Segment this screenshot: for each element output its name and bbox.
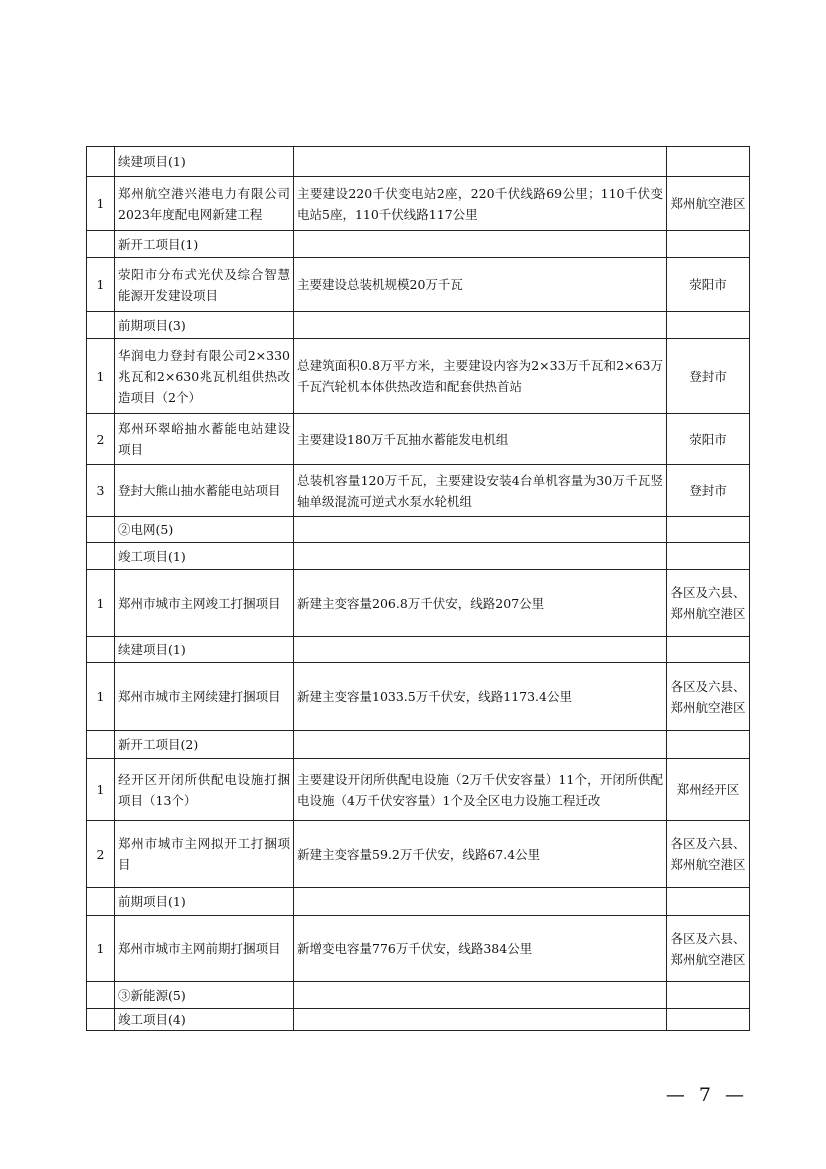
project-name: 新开工项目(2)	[115, 731, 294, 759]
section-row	[87, 982, 750, 1009]
project-name: 郑州市城市主网拟开工打捆项目	[115, 821, 294, 888]
project-location	[667, 1009, 750, 1031]
project-location: 郑州经开区	[667, 759, 750, 821]
project-location: 郑州航空港区	[667, 177, 750, 231]
section-row	[87, 231, 750, 258]
project-location	[667, 543, 750, 570]
project-name: 郑州航空港兴港电力有限公司2023年度配电网新建工程	[115, 177, 294, 231]
project-location	[667, 888, 750, 916]
project-location: 登封市	[667, 465, 750, 517]
project-location	[667, 312, 750, 339]
project-description: 新建主变容量59.2万千伏安，线路67.4公里	[294, 821, 667, 888]
page-number: — 7 —	[665, 1084, 748, 1106]
project-location: 各区及六县、郑州航空港区	[667, 916, 750, 982]
project-description: 主要建设总装机规模20万千瓦	[294, 258, 667, 312]
row-number: 1	[87, 916, 115, 982]
row-number: 2	[87, 414, 115, 465]
row-number: 1	[87, 663, 115, 731]
section-row	[87, 517, 750, 543]
project-description	[294, 147, 667, 177]
project-description: 新增变电容量776万千伏安，线路384公里	[294, 916, 667, 982]
row-number: 3	[87, 465, 115, 517]
project-location: 荥阳市	[667, 258, 750, 312]
section-row	[87, 543, 750, 570]
row-number	[87, 731, 115, 759]
project-name: 竣工项目(1)	[115, 543, 294, 570]
project-name: 新开工项目(1)	[115, 231, 294, 258]
row-number	[87, 517, 115, 543]
row-number	[87, 1009, 115, 1031]
project-description: 总装机容量120万千瓦，主要建设安装4台单机容量为30万千瓦竖轴单级混流可逆式水泵水轮机组	[294, 465, 667, 517]
row-number	[87, 312, 115, 339]
row-number	[87, 231, 115, 258]
project-name: 郑州市城市主网前期打捆项目	[115, 916, 294, 982]
project-name: 郑州市城市主网续建打捆项目	[115, 663, 294, 731]
table-row	[87, 414, 750, 465]
table-row	[87, 916, 750, 982]
project-description	[294, 637, 667, 663]
project-description	[294, 543, 667, 570]
row-number: 1	[87, 258, 115, 312]
project-description	[294, 231, 667, 258]
table-row	[87, 570, 750, 637]
section-row	[87, 637, 750, 663]
project-name: ②电网(5)	[115, 517, 294, 543]
project-description: 主要建设开闭所供配电设施（2万千伏安容量）11个，开闭所供配电设施（4万千伏安容量）1个及全区电力设施工程迁改	[294, 759, 667, 821]
project-table	[86, 146, 750, 1031]
project-name: ③新能源(5)	[115, 982, 294, 1009]
row-number: 2	[87, 821, 115, 888]
project-name: 荥阳市分布式光伏及综合智慧能源开发建设项目	[115, 258, 294, 312]
table-row	[87, 759, 750, 821]
section-row	[87, 147, 750, 177]
row-number: 1	[87, 570, 115, 637]
project-description: 主要建设220千伏变电站2座，220千伏线路69公里；110千伏变电站5座，110千伏线路117公里	[294, 177, 667, 231]
project-description	[294, 1009, 667, 1031]
project-name: 华润电力登封有限公司2×330兆瓦和2×630兆瓦机组供热改造项目（2个）	[115, 339, 294, 414]
project-description: 新建主变容量206.8万千伏安，线路207公里	[294, 570, 667, 637]
project-location: 各区及六县、郑州航空港区	[667, 821, 750, 888]
project-name: 竣工项目(4)	[115, 1009, 294, 1031]
project-location: 各区及六县、郑州航空港区	[667, 570, 750, 637]
table-row	[87, 258, 750, 312]
project-description	[294, 982, 667, 1009]
project-name: 郑州市城市主网竣工打捆项目	[115, 570, 294, 637]
project-location	[667, 147, 750, 177]
table-row	[87, 465, 750, 517]
row-number	[87, 543, 115, 570]
project-description: 新建主变容量1033.5万千伏安，线路1173.4公里	[294, 663, 667, 731]
row-number	[87, 637, 115, 663]
project-name: 登封大熊山抽水蓄能电站项目	[115, 465, 294, 517]
project-name: 前期项目(1)	[115, 888, 294, 916]
row-number: 1	[87, 339, 115, 414]
project-name: 续建项目(1)	[115, 147, 294, 177]
project-description	[294, 888, 667, 916]
row-number	[87, 982, 115, 1009]
project-description: 总建筑面积0.8万平方米，主要建设内容为2×33万千瓦和2×63万千瓦汽轮机本体供热改造和配套供热首站	[294, 339, 667, 414]
section-row	[87, 1009, 750, 1031]
project-location	[667, 731, 750, 759]
row-number: 1	[87, 177, 115, 231]
project-description: 主要建设180万千瓦抽水蓄能发电机组	[294, 414, 667, 465]
project-table-body	[87, 147, 750, 1031]
project-name: 郑州环翠峪抽水蓄能电站建设项目	[115, 414, 294, 465]
table-row	[87, 663, 750, 731]
table-row	[87, 339, 750, 414]
row-number: 1	[87, 759, 115, 821]
project-name: 经开区开闭所供配电设施打捆项目（13个）	[115, 759, 294, 821]
project-name: 续建项目(1)	[115, 637, 294, 663]
section-row	[87, 888, 750, 916]
table-row	[87, 821, 750, 888]
project-location	[667, 231, 750, 258]
project-location: 荥阳市	[667, 414, 750, 465]
project-description	[294, 731, 667, 759]
project-location	[667, 517, 750, 543]
row-number	[87, 147, 115, 177]
section-row	[87, 731, 750, 759]
project-location	[667, 982, 750, 1009]
project-location: 登封市	[667, 339, 750, 414]
project-description	[294, 312, 667, 339]
project-location: 各区及六县、郑州航空港区	[667, 663, 750, 731]
row-number	[87, 888, 115, 916]
project-name: 前期项目(3)	[115, 312, 294, 339]
project-location	[667, 637, 750, 663]
table-row	[87, 177, 750, 231]
section-row	[87, 312, 750, 339]
project-description	[294, 517, 667, 543]
